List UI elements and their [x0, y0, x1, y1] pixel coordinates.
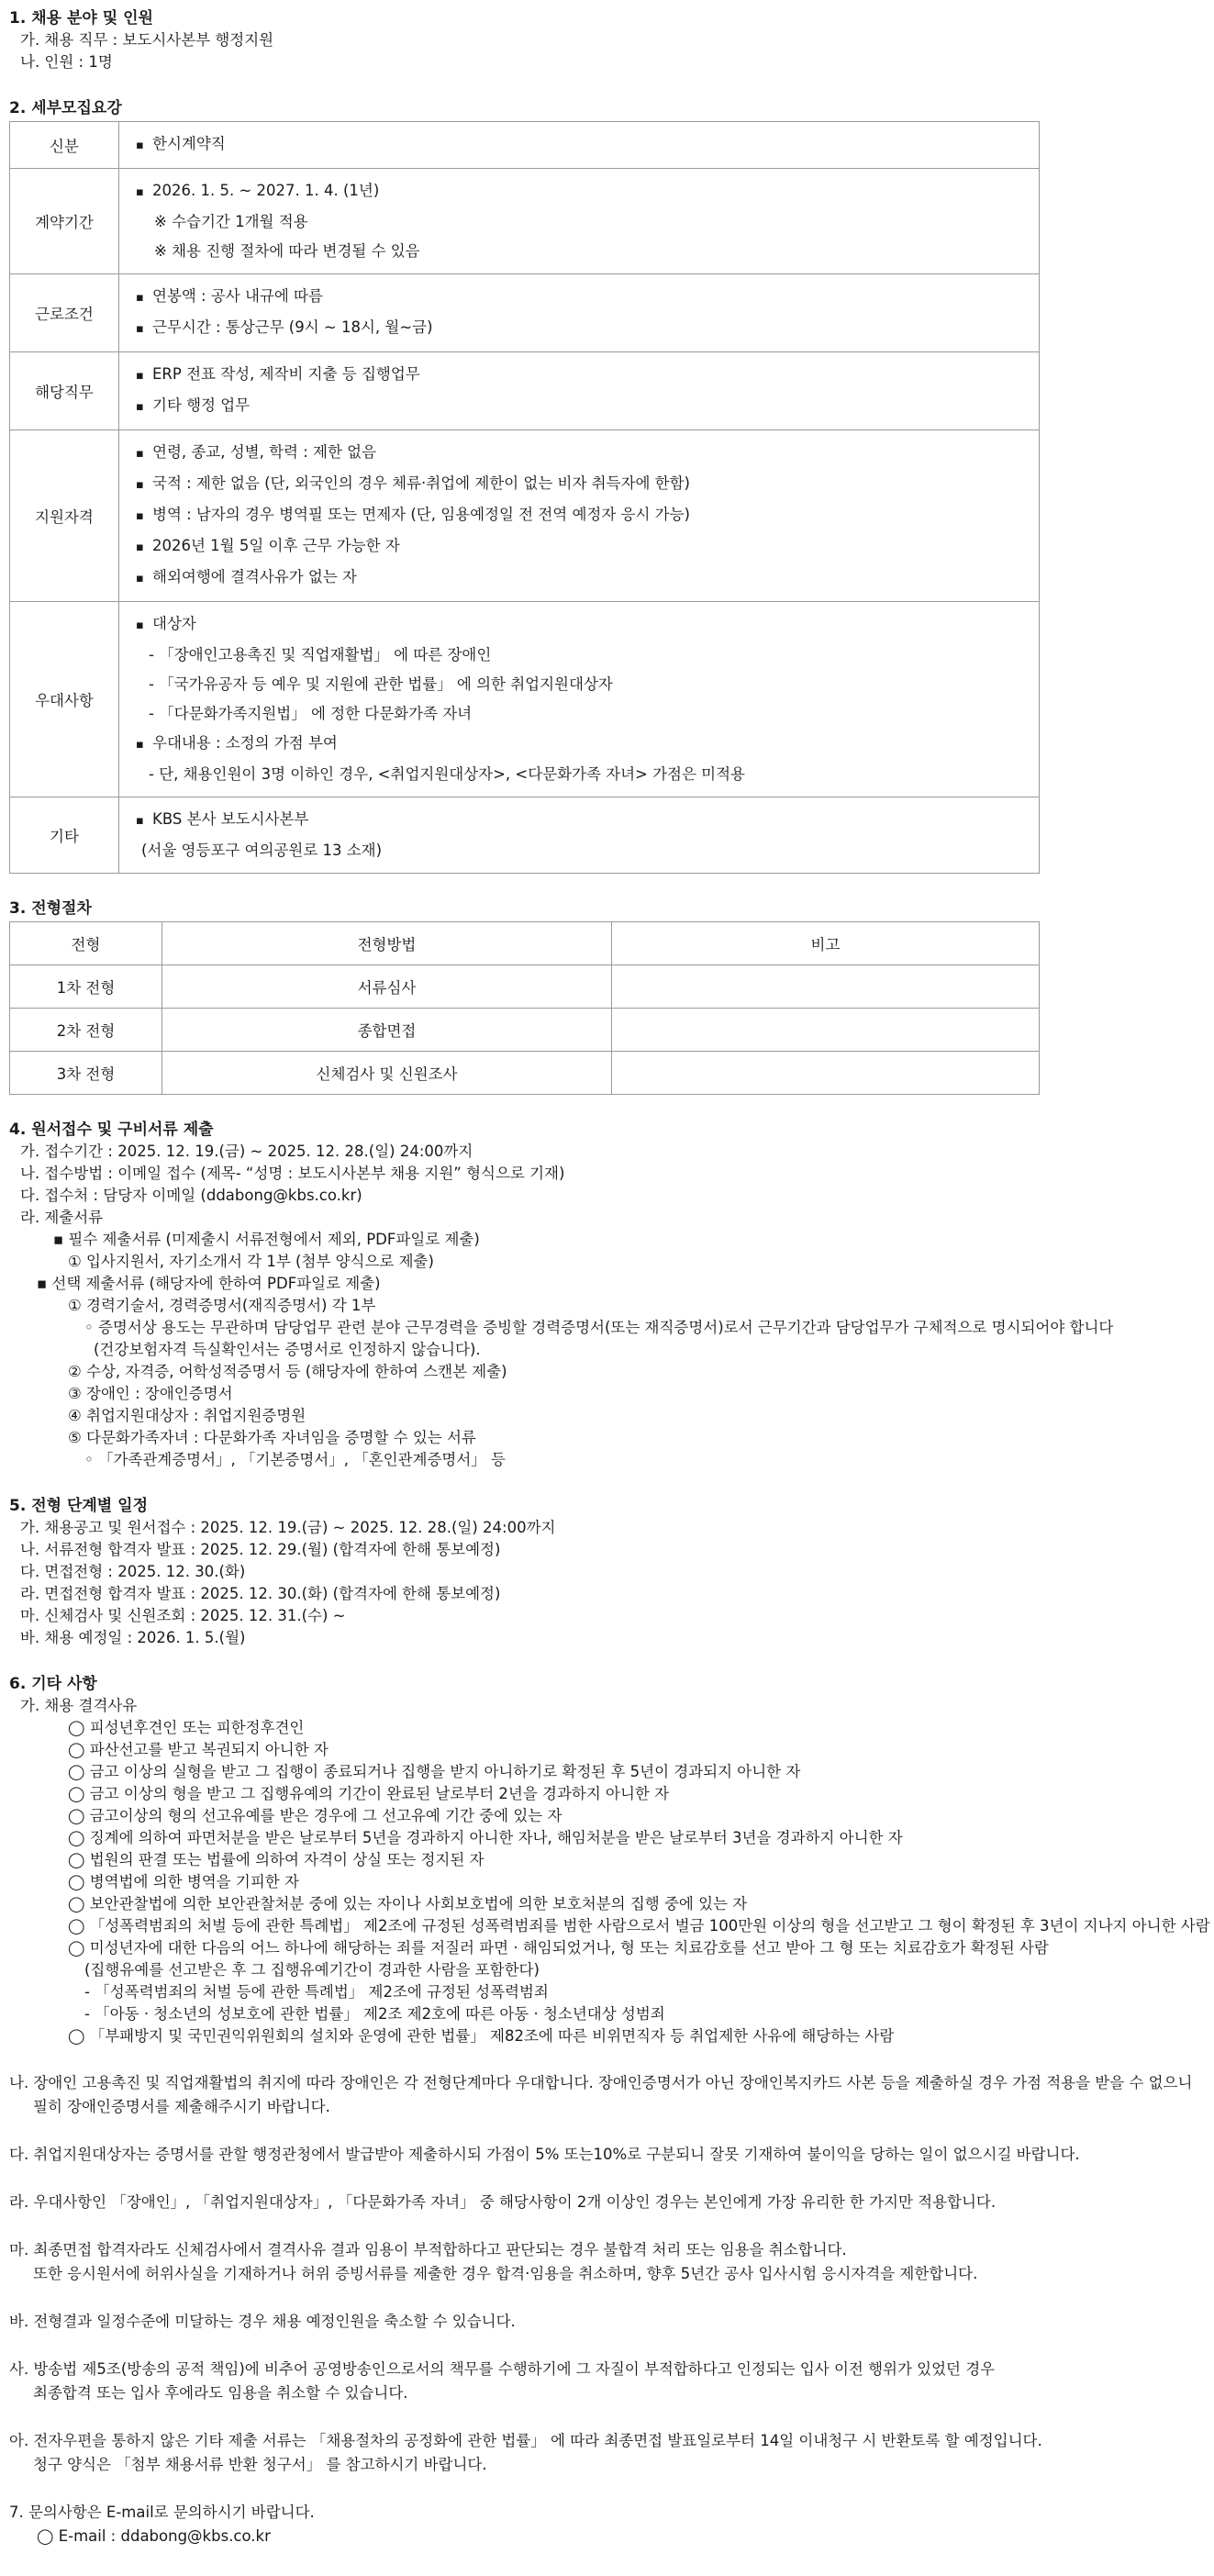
- disqualification-item: ◯ 파산선고를 받고 복권되지 아니한 자: [68, 1741, 329, 1758]
- application-line: 라. 제출서류: [20, 1209, 104, 1226]
- row-content: [119, 430, 1040, 602]
- content-line: ▪ 한시계약직: [136, 129, 1039, 161]
- notice-paragraph: [9, 2358, 1205, 2405]
- content-line: ▪ 연봉액 : 공사 내규에 따름: [136, 282, 1039, 313]
- row-header: 지원자격: [10, 430, 119, 602]
- disqualification-item: ◯ 보안관찰법에 의한 보안관찰처분 중에 있는 자이나 사회보호법에 의한 보호처분의 집행 중에 있는 자: [68, 1895, 748, 1912]
- notice-line: 다. 취업지원대상자는 증명서를 관할 행정관청에서 발급받아 제출하시되 가점이 5% 또는10%로 구분되니 잘못 기재하여 불이익을 당하는 일이 없으시길 바랍니다.: [9, 2146, 1080, 2163]
- notice-line: 아. 전자우편을 통하지 않은 기타 제출 서류는 「채용절차의 공정화에 관한 법률」 에 따라 최종면접 발표일로부터 14일 이내청구 시 반환토록 할 예정입니다.: [9, 2432, 1042, 2449]
- notice-line: 바. 전형결과 일정수준에 미달하는 경우 채용 예정인원을 축소할 수 있습니다.: [9, 2313, 516, 2330]
- disqualification-item: (집행유예를 선고받은 후 그 집행유예기간이 경과한 사람을 포함한다): [84, 1961, 540, 1979]
- row-content: [119, 169, 1040, 274]
- application-line: ▪ 필수 제출서류 (미제출시 서류전형에서 제외, PDF파일로 제출): [53, 1231, 480, 1248]
- disqualification-item: ◯ 금고이상의 형의 선고유예를 받은 경우에 그 선고유예 기간 중에 있는 자: [68, 1807, 562, 1824]
- disqualification-item: - 「아동 · 청소년의 성보호에 관한 법률」 제2조 제2호에 따른 아동 · 청소년대상 성범죄: [84, 2005, 665, 2023]
- table-cell: [612, 1009, 1040, 1052]
- table-cell: 3차 전형: [10, 1052, 162, 1095]
- table-row: [10, 274, 1040, 352]
- section-title: 2. 세부모집요강: [9, 99, 122, 117]
- table-row: [10, 602, 1040, 797]
- row-header: 계약기간: [10, 169, 119, 274]
- content-line: ※ 채용 진행 절차에 따라 변경될 수 있음: [154, 242, 420, 260]
- notice-line: 나. 장애인 고용촉진 및 직업재활법의 취지에 따라 장애인은 각 전형단계마다 우대합니다. 장애인증명서가 아닌 장애인복지카드 사본 등을 제출하실 경우 가점 적용을 받을 수 없으니: [9, 2074, 1193, 2091]
- row-header: 해당직무: [10, 352, 119, 430]
- content-line: ▪ 연령, 종교, 성별, 학력 : 제한 없음: [136, 438, 1039, 469]
- column-header: 전형방법: [162, 922, 612, 965]
- schedule-line: 라. 면접전형 합격자 발표 : 2025. 12. 30.(화) (합격자에 한해 통보예정): [20, 1585, 501, 1602]
- row-content: [119, 602, 1040, 797]
- table-cell: 종합면접: [162, 1009, 612, 1052]
- row-content: [119, 797, 1040, 874]
- disqualification-item: ◯ 금고 이상의 실형을 받고 그 집행이 종료되거나 집행을 받지 아니하기로 확정된 후 5년이 경과되지 아니한 자: [68, 1763, 801, 1780]
- table-cell: 신체검사 및 신원조사: [162, 1052, 612, 1095]
- section-title: 6. 기타 사항: [9, 1675, 97, 1693]
- application-line: ② 수상, 자격증, 어학성적증명서 등 (해당자에 한하여 스캔본 제출): [68, 1363, 507, 1380]
- section-contact: [9, 2501, 1205, 2548]
- notice-paragraph: [9, 2429, 1205, 2477]
- application-line: ④ 취업지원대상자 : 취업지원증명원: [68, 1407, 306, 1424]
- application-line: ③ 장애인 : 장애인증명서: [68, 1385, 233, 1402]
- table-row: [10, 1052, 1040, 1095]
- content-line: ▪ 국적 : 제한 없음 (단, 외국인의 경우 체류·취업에 제한이 없는 비자 취득자에 한함): [136, 469, 1039, 500]
- table-cell: 서류심사: [162, 965, 612, 1009]
- details-table: [9, 121, 1040, 874]
- schedule-line: 바. 채용 예정일 : 2026. 1. 5.(월): [20, 1629, 246, 1646]
- application-line: ◦ 증명서상 용도는 무관하며 담당업무 관련 분야 근무경력을 증빙할 경력증명서(또는 재직증명서)로서 근무기간과 담당업무가 구체적으로 명시되어야 합니다: [84, 1319, 1114, 1336]
- notice-line: 또한 응시원서에 허위사실을 기재하거나 허위 증빙서류를 제출한 경우 합격·임용을 취소하며, 향후 5년간 공사 입사시험 응시자격을 제한합니다.: [33, 2265, 978, 2282]
- disqualification-item: - 「성폭력범죄의 처벌 등에 관한 특례법」 제2조에 규정된 성폭력범죄: [84, 1983, 549, 2001]
- process-table: [9, 921, 1040, 1095]
- table-row: [10, 169, 1040, 274]
- disqualification-item: ◯ 피성년후견인 또는 피한정후견인: [68, 1719, 305, 1736]
- row-header: 근로조건: [10, 274, 119, 352]
- notice-paragraph: [9, 2071, 1205, 2119]
- application-line: (건강보험자격 득실확인서는 증명서로 인정하지 않습니다).: [94, 1341, 481, 1358]
- section-schedule: [9, 1495, 1205, 1649]
- section-application: [9, 1119, 1205, 1471]
- schedule-line: 나. 서류전형 합격자 발표 : 2025. 12. 29.(월) (합격자에 한해 통보예정): [20, 1541, 501, 1558]
- column-header: 전형: [10, 922, 162, 965]
- content-line: ※ 수습기간 1개월 적용: [154, 213, 308, 230]
- table-row: [10, 122, 1040, 169]
- schedule-line: 가. 채용공고 및 원서접수 : 2025. 12. 19.(금) ~ 2025. 12. 28.(일) 24:00까지: [20, 1519, 556, 1536]
- content-line: - 단, 채용인원이 3명 이하인 경우, <취업지원대상자>, <다문화가족 자녀> 가점은 미적용: [149, 765, 745, 783]
- notice-line: 라. 우대사항인 「장애인」, 「취업지원대상자」, 「다문화가족 자녀」 중 해당사항이 2개 이상인 경우는 본인에게 가장 유리한 한 가지만 적용합니다.: [9, 2193, 997, 2211]
- content-line: ▪ ERP 전표 작성, 제작비 지출 등 집행업무: [136, 360, 1039, 391]
- content-line: ▪ 2026. 1. 5. ~ 2027. 1. 4. (1년): [136, 176, 1039, 207]
- section-title: 1. 채용 분야 및 인원: [9, 9, 153, 28]
- section-title: 3. 전형절차: [9, 899, 92, 918]
- application-line: ◦ 「가족관계증명서」, 「기본증명서」, 「혼인관계증명서」 등: [84, 1451, 506, 1468]
- application-line: ⑤ 다문화가족자녀 : 다문화가족 자녀임을 증명할 수 있는 서류: [68, 1429, 476, 1446]
- disqualification-item: ◯ 병역법에 의한 병역을 기피한 자: [68, 1873, 299, 1890]
- section-details: [9, 97, 1205, 874]
- notice-paragraph: [9, 2310, 1205, 2334]
- schedule-line: 다. 면접전형 : 2025. 12. 30.(화): [20, 1563, 246, 1580]
- section-selection-process: [9, 898, 1205, 1095]
- content-line: ▪ KBS 본사 보도시사본부: [136, 805, 1039, 836]
- schedule-line: 마. 신체검사 및 신원조회 : 2025. 12. 31.(수) ~: [20, 1607, 346, 1624]
- disqualification-item: ◯ 미성년자에 대한 다음의 어느 하나에 해당하는 죄를 저질러 파면 · 해임되었거나, 형 또는 치료감호를 선고 받아 그 형 또는 치료감호가 확정된 사람: [68, 1939, 1049, 1957]
- contact-line: 7. 문의사항은 E-mail로 문의하시기 바랍니다.: [9, 2504, 315, 2521]
- content-line: ▪ 병역 : 남자의 경우 병역필 또는 면제자 (단, 임용예정일 전 전역 예정자 응시 가능): [136, 500, 1039, 531]
- table-row: [10, 352, 1040, 430]
- table-cell: 2차 전형: [10, 1009, 162, 1052]
- content-line: - 「다문화가족지원법」 에 정한 다문화가족 자녀: [149, 705, 473, 722]
- table-cell: [612, 1052, 1040, 1095]
- job-line: 가. 채용 직무 : 보도시사본부 행정지원: [20, 31, 274, 49]
- notice-line: 최종합격 또는 입사 후에라도 임용을 취소할 수 있습니다.: [33, 2384, 408, 2402]
- content-line: ▪ 2026년 1월 5일 이후 근무 가능한 자: [136, 531, 1039, 563]
- disqualification-item: ◯ 법원의 판결 또는 법률에 의하여 자격이 상실 또는 정지된 자: [68, 1851, 484, 1868]
- headcount-line: 나. 인원 : 1명: [20, 53, 113, 71]
- row-header: 기타: [10, 797, 119, 874]
- notice-paragraph: [9, 2143, 1205, 2167]
- section-recruitment-field: [9, 7, 1205, 73]
- notice-line: 청구 양식은 「첨부 채용서류 반환 청구서」 를 참고하시기 바랍니다.: [33, 2456, 487, 2473]
- content-line: ▪ 우대내용 : 소정의 가점 부여: [136, 729, 1039, 760]
- content-line: ▪ 근무시간 : 통상근무 (9시 ~ 18시, 월~금): [136, 313, 1039, 344]
- row-header: 우대사항: [10, 602, 119, 797]
- table-row: [10, 965, 1040, 1009]
- content-line: - 「장애인고용촉진 및 직업재활법」 에 따른 장애인: [149, 646, 492, 664]
- notice-paragraph: [9, 2238, 1205, 2286]
- disqualification-item: ◯ 징계에 의하여 파면처분을 받은 날로부터 5년을 경과하지 아니한 자나, 해임처분을 받은 날로부터 3년을 경과하지 아니한 자: [68, 1829, 903, 1846]
- disqualification-item: ◯ 「부패방지 및 국민권익위원회의 설치와 운영에 관한 법률」 제82조에 따른 비위면직자 등 취업제한 사유에 해당하는 사람: [68, 2027, 895, 2045]
- disqualification-item: ◯ 「성폭력범죄의 처벌 등에 관한 특례법」 제2조에 규정된 성폭력범죄를 범한 사람으로서 벌금 100만원 이상의 형을 선고받고 그 형이 확정된 후 3년이 지나지 아니한 사람: [68, 1917, 1210, 1935]
- row-header: 신분: [10, 122, 119, 169]
- section-other: [9, 1673, 1210, 2477]
- application-line: 나. 접수방법 : 이메일 접수 (제목- “성명 : 보도시사본부 채용 지원” 형식으로 기재): [20, 1165, 565, 1182]
- content-line: ▪ 기타 행정 업무: [136, 391, 1039, 422]
- table-row: [10, 1009, 1040, 1052]
- disqualification-heading: 가. 채용 결격사유: [20, 1697, 138, 1714]
- application-line: 가. 접수기간 : 2025. 12. 19.(금) ~ 2025. 12. 28.(일) 24:00까지: [20, 1143, 473, 1160]
- content-line: (서울 영등포구 여의공원로 13 소재): [141, 842, 383, 859]
- application-line: 다. 접수처 : 담당자 이메일 (ddabong@kbs.co.kr): [20, 1187, 362, 1204]
- content-line: - 「국가유공자 등 예우 및 지원에 관한 법률」 에 의한 취업지원대상자: [149, 675, 613, 693]
- notice-line: 사. 방송법 제5조(방송의 공적 책임)에 비추어 공영방송인으로서의 책무를 수행하기에 그 자질이 부적합하다고 인정되는 입사 이전 행위가 있었던 경우: [9, 2360, 996, 2378]
- application-line: ▪ 선택 제출서류 (해당자에 한하여 PDF파일로 제출): [37, 1275, 381, 1292]
- table-cell: 1차 전형: [10, 965, 162, 1009]
- notice-line: 마. 최종면접 합격자라도 신체검사에서 결격사유 결과 임용이 부적합하다고 판단되는 경우 불합격 처리 또는 임용을 취소합니다.: [9, 2241, 847, 2258]
- application-line: ① 입사지원서, 자기소개서 각 1부 (첨부 양식으로 제출): [68, 1253, 434, 1270]
- application-line: ① 경력기술서, 경력증명서(재직증명서) 각 1부: [68, 1297, 376, 1314]
- section-title: 5. 전형 단계별 일정: [9, 1497, 148, 1515]
- content-line: ▪ 대상자: [136, 609, 1039, 641]
- contact-email: ◯ E-mail : ddabong@kbs.co.kr: [37, 2527, 271, 2545]
- section-title: 4. 원서접수 및 구비서류 제출: [9, 1121, 214, 1139]
- table-row: [10, 430, 1040, 602]
- row-content: [119, 352, 1040, 430]
- notice-paragraph: [9, 2191, 1205, 2214]
- row-content: [119, 274, 1040, 352]
- notice-line: 필히 장애인증명서를 제출해주시기 바랍니다.: [33, 2098, 330, 2115]
- disqualification-item: ◯ 금고 이상의 형을 받고 그 집행유예의 기간이 완료된 날로부터 2년을 경과하지 아니한 자: [68, 1785, 670, 1802]
- table-row: [10, 797, 1040, 874]
- row-content: [119, 122, 1040, 169]
- table-cell: [612, 965, 1040, 1009]
- column-header: 비고: [612, 922, 1040, 965]
- content-line: ▪ 해외여행에 결격사유가 없는 자: [136, 563, 1039, 594]
